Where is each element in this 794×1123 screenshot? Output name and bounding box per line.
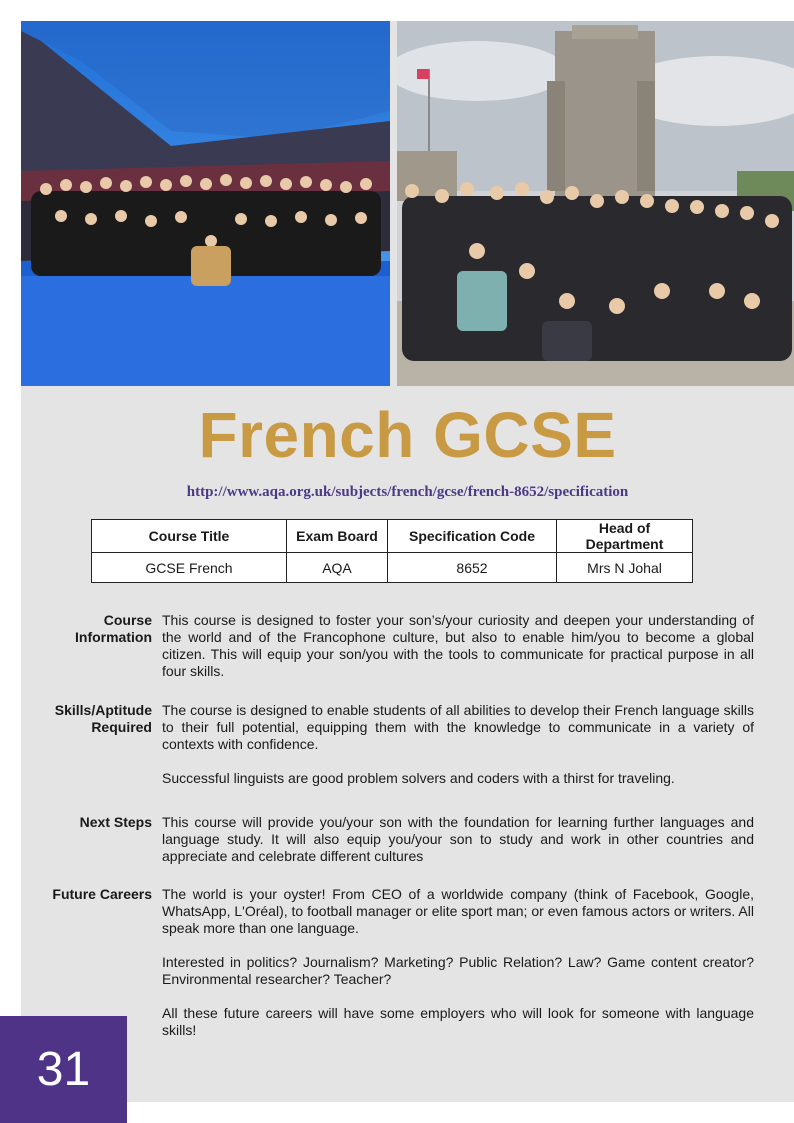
table-row [92,553,693,583]
paragraph: This course will provide you/your son with the foundation for learning further languages and language study. It will also equip you/your son to study and work in other countries and appreciate and celebrate different cultures [162,814,754,864]
paragraph: The course is designed to enable students of all abilities to develop their French language skills to their full potential, equipping them with the knowledge to communicate in a variety of contexts with confidence. [162,702,754,752]
section-body [162,814,754,865]
header-head-of-department: Head of Department [557,520,693,553]
paragraph: Successful linguists are good problem solvers and coders with a thirst for traveling. [162,770,675,786]
table-header-row [92,520,693,553]
tower-group-photo [397,21,794,386]
paragraph: The world is your oyster! From CEO of a worldwide company (think of Facebook, Google, WhatsApp, L'Oréal), to football manager or elite sport man; or even famous actors or writers. All speak more than one language. [162,886,754,936]
cell-course-title: GCSE French [92,553,287,583]
page-number-badge: 31 [0,1016,127,1123]
section-body [162,886,754,1039]
course-info-table [91,519,693,583]
cell-head-of-department: Mrs N Johal [557,553,693,583]
cell-exam-board: AQA [287,553,388,583]
stadium-group-photo [21,21,390,386]
page-title: French GCSE [198,399,617,471]
specification-link[interactable]: http://www.aqa.org.uk/subjects/french/gcse/french-8652/specification [186,484,629,500]
section-label: Skills/Aptitude Required [54,702,152,735]
paragraph: This course is designed to foster your son’s/your curiosity and deepen your understanding of the world and of the Francophone culture, but also to enable him/you to become a global citizen. This will equip your son/you with the tools to communicate for practical purpose in all four skills. [162,612,754,679]
section-body [162,612,754,680]
header-course-title: Course Title [92,520,287,553]
header-exam-board: Exam Board [287,520,388,553]
section-label: Future Careers [52,886,152,902]
section-label: Course Information [75,612,152,645]
section-body [162,702,754,787]
cell-specification-code: 8652 [388,553,557,583]
paragraph: Interested in politics? Journalism? Marketing? Public Relation? Law? Game content creator? Environmental researcher? Teacher? [162,954,754,987]
section-label: Next Steps [79,814,152,830]
header-specification-code: Specification Code [388,520,557,553]
paragraph: All these future careers will have some employers who will look for someone with language skills! [162,1005,754,1038]
